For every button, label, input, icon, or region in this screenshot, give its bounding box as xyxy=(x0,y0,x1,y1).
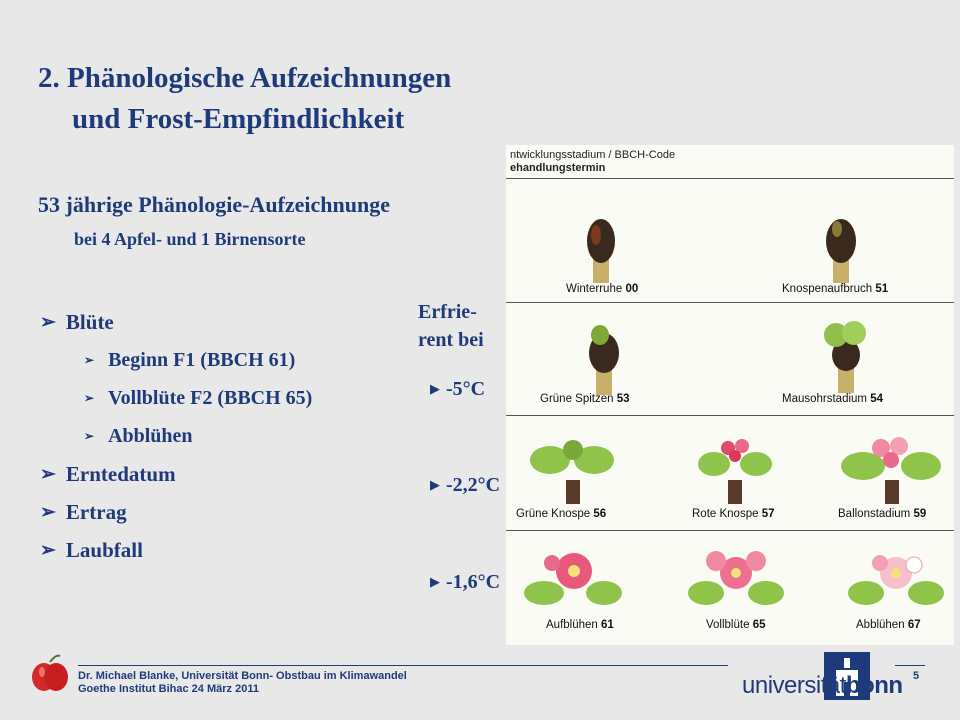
divider xyxy=(506,415,954,416)
arrow-bullet-icon: ➢ xyxy=(84,428,95,443)
footer-divider xyxy=(78,665,728,666)
logo-wordmark: universitätbonn xyxy=(742,672,903,699)
frost-label xyxy=(418,298,484,354)
mouse-ear-icon xyxy=(816,315,876,395)
footer-event: Goethe Institut Bihac 24 März 2011 xyxy=(78,683,259,695)
bullet-text: Blüte xyxy=(65,309,114,334)
arrow-bullet-icon: ➢ xyxy=(40,501,56,523)
bullet-item xyxy=(40,455,312,493)
footer-author: Dr. Michael Blanke, Universität Bonn- Obstbau im Klimawandel xyxy=(78,670,407,682)
arrow-bullet-icon: ➢ xyxy=(40,463,56,485)
stage-label: Winterruhe 00 xyxy=(566,283,639,295)
triangle-bullet-icon: ▶ xyxy=(430,574,440,589)
bullet-text: Laubfall xyxy=(65,537,143,562)
frost-temp: ▶ -2,2°C xyxy=(430,474,501,496)
sub-bullet-item xyxy=(40,341,312,379)
green-tip-icon xyxy=(576,317,631,397)
arrow-bullet-icon: ➢ xyxy=(84,390,95,405)
stage-label: Ballonstadium 59 xyxy=(838,508,927,520)
full-bloom-icon xyxy=(686,543,786,618)
figure-header: ntwicklungsstadium / BBCH-Code xyxy=(510,149,676,161)
divider xyxy=(506,178,954,179)
stage-label: Mausohrstadium 54 xyxy=(782,393,884,405)
bullet-text: Erntedatum xyxy=(65,461,176,486)
balloon-stage-icon xyxy=(841,430,941,505)
frost-temp: ▶ -5°C xyxy=(430,378,486,400)
bullet-text: Beginn F1 (BBCH 61) xyxy=(108,348,296,371)
bullet-item xyxy=(40,303,312,341)
stage-label: Abblühen 67 xyxy=(856,619,921,631)
divider xyxy=(506,302,954,303)
bullet-text: Abblühen xyxy=(108,424,193,447)
sub-bullet-item xyxy=(40,379,312,417)
bbch-stages-figure xyxy=(506,145,954,645)
frost-label-line-1: Erfrie- xyxy=(418,301,477,323)
triangle-bullet-icon: ▶ xyxy=(430,381,440,396)
footer-divider xyxy=(895,665,925,666)
stage-label: Grüne Spitzen 53 xyxy=(540,393,630,405)
stage-label: Vollblüte 65 xyxy=(706,619,766,631)
bullet-list xyxy=(40,303,312,569)
sub-bullet-item xyxy=(40,417,312,455)
bullet-item xyxy=(40,493,312,531)
stage-label: Aufblühen 61 xyxy=(546,619,614,631)
red-bud-icon xyxy=(696,430,776,505)
bud-winter-icon xyxy=(576,205,626,285)
bullet-text: Vollblüte F2 (BBCH 65) xyxy=(108,386,313,409)
bud-break-icon xyxy=(816,205,866,285)
bullet-item xyxy=(40,531,312,569)
arrow-bullet-icon: ➢ xyxy=(84,352,95,367)
subtitle xyxy=(38,191,390,253)
title-line-1: 2. Phänologische Aufzeichnungen xyxy=(38,62,452,94)
apple-icon xyxy=(30,652,70,694)
frost-label-line-2: rent bei xyxy=(418,329,484,351)
bullet-text: Ertrag xyxy=(65,499,127,524)
figure-subheader: ehandlungstermin xyxy=(510,162,606,174)
stage-label: Knospenaufbruch 51 xyxy=(782,283,889,295)
arrow-bullet-icon: ➢ xyxy=(40,539,56,561)
green-bud-icon xyxy=(528,430,618,505)
footer-text xyxy=(78,670,407,696)
page-number: 5 xyxy=(913,670,920,682)
triangle-bullet-icon: ▶ xyxy=(430,477,440,492)
subtitle-line-2: bei 4 Apfel- und 1 Birnensorte xyxy=(74,229,306,249)
blossom-open-icon xyxy=(524,543,624,618)
title-line-2: und Frost-Empfindlichkeit xyxy=(72,103,405,135)
divider xyxy=(506,530,954,531)
stage-label: Rote Knospe 57 xyxy=(692,508,775,520)
frost-temp: ▶ -1,6°C xyxy=(430,571,501,593)
subtitle-line-1: 53 jährige Phänologie-Aufzeichnunge xyxy=(38,192,390,217)
arrow-bullet-icon: ➢ xyxy=(40,311,56,333)
stage-label: Grüne Knospe 56 xyxy=(516,508,607,520)
slide-title xyxy=(38,58,451,140)
petal-fall-icon xyxy=(846,543,946,618)
